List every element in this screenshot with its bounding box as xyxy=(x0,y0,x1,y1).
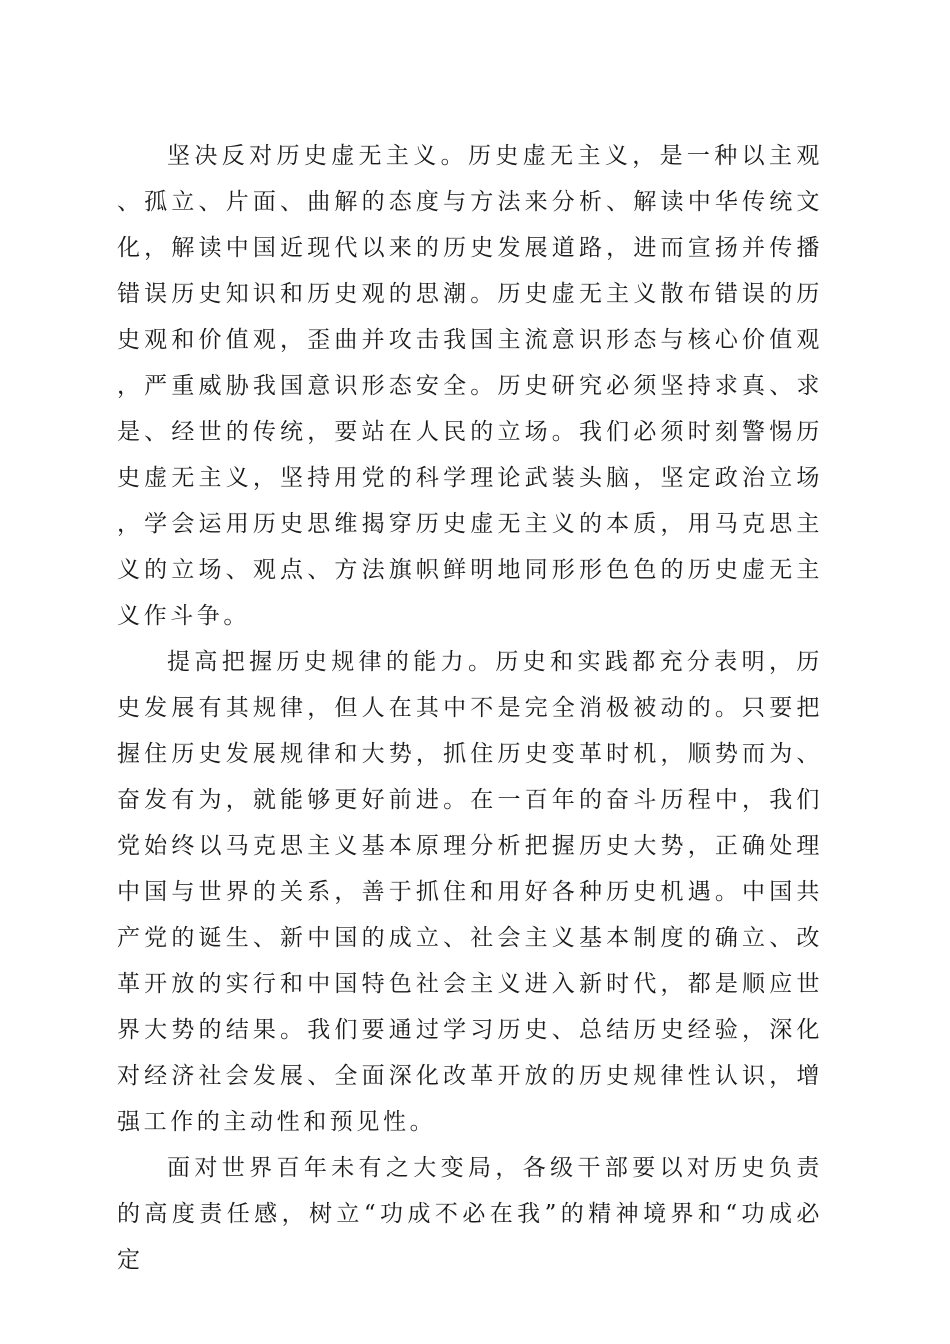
document-body xyxy=(117,133,823,1283)
paragraph-historical-laws: 提高把握历史规律的能力。历史和实践都充分表明，历史发展有其规律，但人在其中不是完全消极被动的。只要把握住历史发展规律和大势，抓住历史变革时机，顺势而为、奋发有为，就能够更好前进。在一百年的奋斗历程中，我们党始终以马克思主义基本原理分析把握历史大势，正确处理中国与世界的关系，善于抓住和用好各种历史机遇。中国共产党的诞生、新中国的成立、社会主义基本制度的确立、改革开放的实行和中国特色社会主义进入新时代，都是顺应世界大势的结果。我们要通过学习历史、总结历史经验，深化对经济社会发展、全面深化改革开放的历史规律性认识，增强工作的主动性和预见性。 xyxy=(117,649,823,1135)
paragraph-oppose-historical-nihilism: 坚决反对历史虚无主义。历史虚无主义，是一种以主观、孤立、片面、曲解的态度与方法来分析、解读中华传统文化，解读中国近现代以来的历史发展道路，进而宣扬并传播错误历史知识和历史观的思潮。历史虚无主义散布错误的历史观和价值观，歪曲并攻击我国主流意识形态与核心价值观，严重威胁我国意识形态安全。历史研究必须坚持求真、求是、经世的传统，要站在人民的立场。我们必须时刻警惕历史虚无主义，坚持用党的科学理论武装头脑，坚定政治立场，学会运用历史思维揭穿历史虚无主义的本质，用马克思主义的立场、观点、方法旗帜鲜明地同形形色色的历史虚无主义作斗争。 xyxy=(117,143,823,629)
paragraph-great-changes: 面对世界百年未有之大变局，各级干部要以对历史负责的高度责任感，树立“功成不必在我”的精神境界和“功成必定 xyxy=(117,1155,823,1273)
